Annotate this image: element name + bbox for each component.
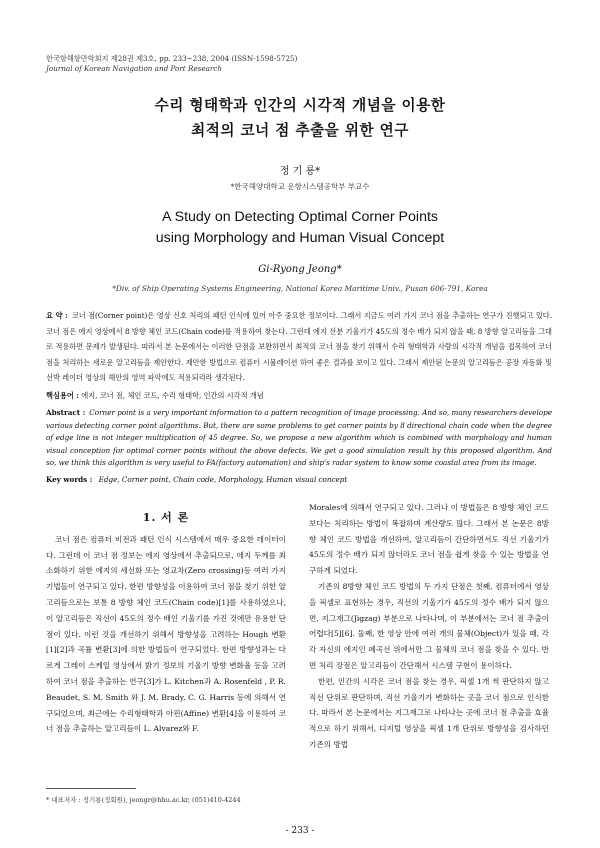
title-korean-line2: 최적의 코너 점 추출을 위한 연구 [191,122,409,139]
author-english: Gi-Ryong Jeong* [258,264,342,275]
footnote-corresponding-author: * 대표저자 : 정기룡(정회원), jeongr@hhu.ac.kr, (051)410-4244 [46,796,241,804]
abstract-korean-label: 요 약 : [46,311,68,320]
journal-name-en: Journal of Korean Navigation and Port Research [46,64,222,73]
title-korean [0,93,600,143]
keywords-korean-label: 핵심용어 : [46,391,79,400]
abstract-english-label: Abstract : [46,408,86,417]
paragraph: 한편, 인간의 시각은 코너 점을 찾는 경우, 픽셀 1개 씩 판단하지 않고 직선 단위로 판단하며, 직선 기울기가 변화하는 곳을 코너 점으로 인식한다. 따라서 본 논문에서는 지그재그로 나타나는 곳에 코너 점 추출을 효율적으로 하기 위해서, 디지털 영상을 픽셀 1개 단위로 방향성을 검사하던 기존의 방법 [309,676,549,749]
page-number: - 233 - [285,826,315,836]
title-english [0,207,600,249]
keywords-english-label: Key words : [46,475,93,484]
abstract-english [46,407,552,470]
title-english-line1: A Study on Detecting Optimal Corner Points [161,209,438,225]
footnote-divider [46,788,136,789]
keywords-korean-text: 에지, 코너 점, 체인 코드, 수리 형태학, 인간의 시각적 개념 [81,391,264,400]
body-column-right [309,500,549,753]
keywords-korean [46,391,552,401]
keywords-english-text: Edge, Corner point, Chain code, Morphology, Human visual concept [98,475,348,484]
journal-header [46,54,297,74]
keywords-english [46,475,552,484]
abstract-korean-text: 코너 점(Corner point)은 영상 신호 처리의 패턴 인식에 있어 아주 중요한 정보이다. 그래서 지금도 여러 가지 코너 점을 추출하는 연구가 진행되고 있다. 코너 점은 에지 영상에서 8 방향 체인 코드(Chain code)를 적용하여 찾는다. 그런데 에지 선분 기울기가 45도의 정수 배가 되지 않을 때, 8 방향 알고리듬을 그대로 적용하면 문제가 발생된다. 따라서 본 논문에서는 이러한 단점을 보완하면서 최적의 코너 점을 찾기 위해서 수리 형태학과 사람의 시각적 개념을 접목하여 코너 점을 처리하는 새로운 알고리듬을 제안한다. 제안한 방법으로 컴퓨터 시뮬레이션 하여 좋은 결과를 보이고 있다. 그래서 제안된 논문의 알고리듬은 공장 자동화 및 선박 레이더 영상의 해안의 영역 파악에도 적용되리라 생각된다. [46,311,552,383]
affiliation-english: *Div. of Ship Operating Systems Engineering, National Korea Maritime Univ., Pusan 606-791, Korea [112,284,488,293]
journal-citation-ko: 한국항해항만학회지 제28권 제3호, pp. 233~238, 2004 (ISSN-1598-5725) [46,54,298,63]
body-column-left [46,500,286,737]
paragraph: Morales에 의해서 연구되고 있다. 그러나 이 방법들은 8 방향 체인 코드보다는 처리하는 방법이 복잡하며 계산량도 많다. 그래서 본 논문은 8방향 체인 코드 방법을 개선하여, 알고리듬이 간단하면서도 직선 기울기가 45도의 정수 배가 되지 않더라도 코너 점을 쉽게 찾을 수 있는 방법을 연구하게 되었다. [309,503,549,576]
affiliation-korean: *한국해양대학교 운항시스템공학부 부교수 [230,182,370,191]
section-title-introduction: 1. 서 론 [142,511,190,524]
paragraph: 기존의 8방향 체인 코드 방법의 두 가지 단점은 첫째, 컴퓨터에서 영상을 픽셀로 표현하는 경우, 직선의 기울기가 45도의 정수 배가 되지 않으면, 지그재그(Jigzag) 부분으로 나타나며, 이 부분에서는 코너 점 추출이 어렵다[5][6]. 둘째, 한 영상 안에 여러 개의 물체(Object)가 있을 때, 각각 자신의 에지인 폐곡선 위에서만 그 물체의 코너 점을 찾을 수 있다. 반면 처리 장점은 알고리듬이 간단해서 시스템 구현이 용이하다. [309,581,549,670]
abstract-english-text: Corner point is a very important information to a pattern recognition of image processing. And so, many researchers develope various detecting corner point algorithms. But, there are some problems to get corner points by 8 directional chain code when the degree of edge line is not integer multiplication of 45 degree. So, we propose a new algorithm which is combined with morphology and human visual conception for optimal corner points without the above defects. We get a good simulation result by this proposed algorithm. And so, we think this algorithm is very useful to FA(factory automation) and ship's radar system to know some coastal area from its image. [46,408,552,467]
title-korean-line1: 수리 형태학과 인간의 시각적 개념을 이용한 [154,97,446,114]
title-english-line2: using Morphology and Human Visual Concept [155,230,445,246]
paragraph: 코너 점은 컴퓨터 비전과 패턴 인식 시스템에서 매우 중요한 데이터이다. 그런데 이 코너 점 정보는 에지 영상에서 추출되므로, 에지 두께를 최소화하기 위한 에지의 세선화 또는 영교차(Zero crossing)등 여러 가지 기법들이 연구되고 있다. 한편 방향성을 이용하여 코너 점을 찾기 위한 알고리듬으로는 보통 8 방향 체인 코드(Chain code)[1]를 사용하였으나, 이 알고리듬은 직선이 45도의 정수 배인 기울기를 가진 것에만 유용한 단점이 있다. 이런 것을 개선하기 위해서 방향성을 고려하는 Hough 변환[1][2]과 곡률 변환[3]에 의한 방법들이 연구되었다. 한편 방향성과는 다르게 그레이 스케일 영상에서 밝기 정보의 기울기 방향 변화율 등을 고려하여 코너 점을 추출하는 연구[3]가 L. Kitchen과 A. Rosenfeld , P. R. Beaudet, S. M. Smith 와 J. M. Brady, C. G. Harris 등에 의해서 연구되었으며, 최근에는 수리형태학과 아핀(Affine) 변환[4]을 이용하여 코너 점을 추출하는 알고리듬이 L. Alvarez와 F. [46,534,286,734]
abstract-korean [46,308,552,386]
author-korean: 정 기 룡* [279,166,321,177]
